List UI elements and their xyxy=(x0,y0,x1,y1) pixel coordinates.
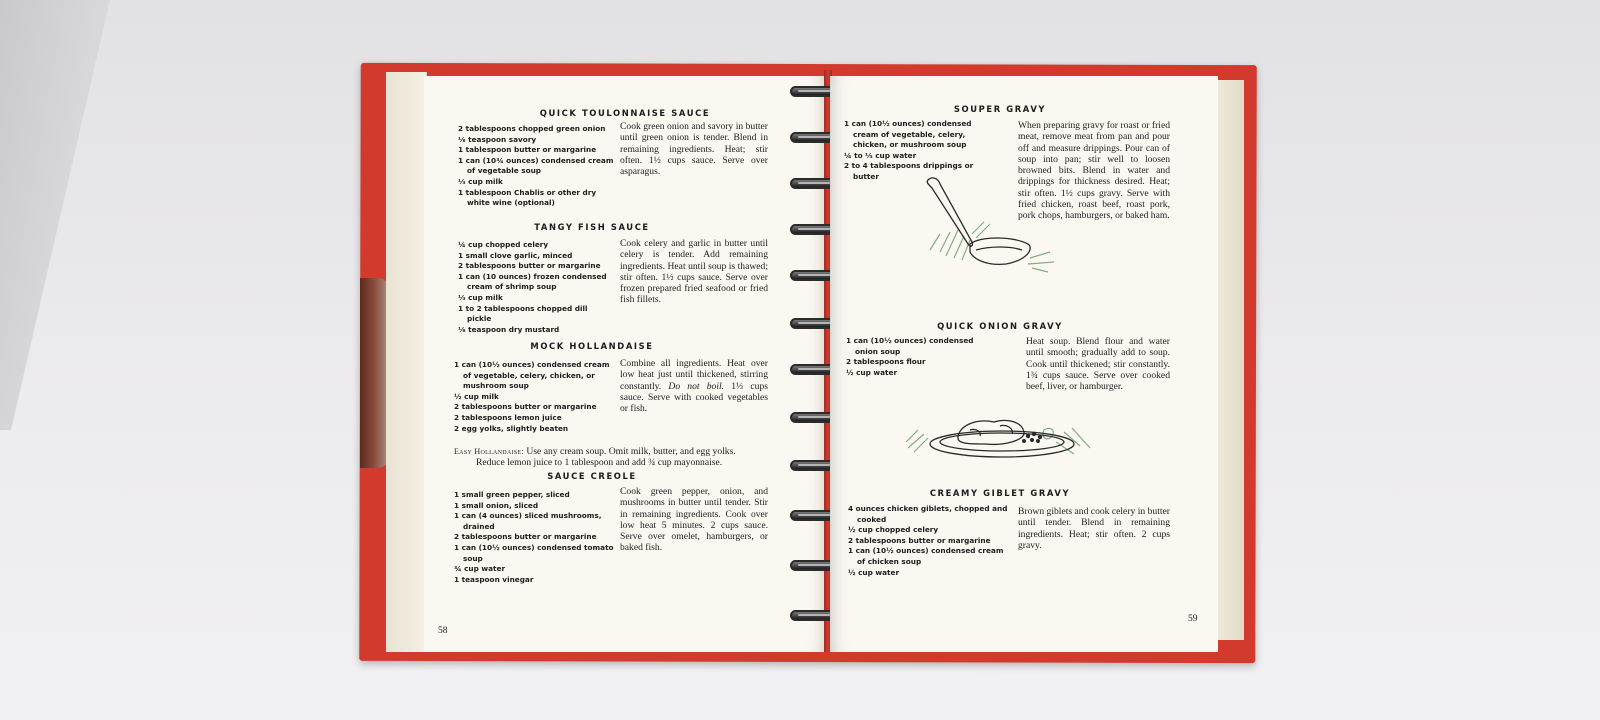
left-page xyxy=(424,76,826,652)
ingredient: 1 small clove garlic, minced xyxy=(458,250,573,260)
ingredient: 1 can (10¾ ounces) condensed cream of vegetable soup xyxy=(458,155,614,176)
method-text: Combine all ingredients. Heat over low heat just until thickened, stirring constantly. xyxy=(620,358,768,392)
ingredient: 2 tablespoons chopped green onion xyxy=(458,124,606,133)
ingredient-list xyxy=(454,490,614,585)
ingredient: 2 tablespoons lemon juice xyxy=(454,412,562,422)
recipe-title: TANGY FISH SAUCE xyxy=(534,222,650,232)
ingredient-list xyxy=(458,124,614,209)
ingredient: ½ cup milk xyxy=(454,391,499,401)
recipe-method: Cook celery and garlic in butter until celery is tender. Add remaining ingredients. Heat until soup is thawed; stir often. 1½ cups sauce. Serve over frozen prepared fried seafood or fried fish fillets. xyxy=(620,238,768,306)
recipe-title: SAUCE CREOLE xyxy=(547,471,637,481)
ingredient: ½ cup water xyxy=(848,567,900,577)
ingredient: 1 to 2 tablespoons chopped dill pickle xyxy=(458,303,588,324)
recipe-title: CREAMY GIBLET GRAVY xyxy=(929,488,1071,498)
recipe-method: Cook green onion and savory in butter until green onion is tender. Blend in remaining ingredients. Heat; stir often. 1½ cups sauce. Serve over asparagus. xyxy=(620,121,768,178)
meat-platter-illustration xyxy=(904,408,1100,466)
recipe-method: Cook green pepper, onion, and mushrooms in butter until tender. Stir in remaining ingredients. Cook over low heat 5 minutes. 2 cups sauce. Serve over omelet, hamburgers, or baked fish. xyxy=(620,486,768,554)
recipe-variation-note-line2: Reduce lemon juice to 1 tablespoon and add ¾ cup mayonnaise. xyxy=(476,457,723,468)
recipe-title: QUICK ONION GRAVY xyxy=(937,321,1063,331)
left-page-stack xyxy=(386,72,427,652)
recipe-title: SOUPER GRAVY xyxy=(953,104,1047,114)
ingredient-list xyxy=(454,360,614,434)
method-text: 1⅓ cups sauce. Serve with cooked vegetables or fish. xyxy=(620,380,768,415)
ingredient: 2 tablespoons butter or margarine xyxy=(458,261,601,271)
ingredient: 1 can (4 ounces) sliced mushrooms, drained xyxy=(454,511,602,531)
ingredient: 2 tablespoons butter or margarine xyxy=(848,535,991,545)
note-text: Use any cream soup. Omit milk, butter, and egg yolks. xyxy=(524,446,736,457)
ingredient: ¼ cup chopped celery xyxy=(458,240,549,249)
ingredient: 2 tablespoons flour xyxy=(846,357,926,367)
recipe-title: QUICK TOULONNAISE SAUCE xyxy=(539,108,711,118)
page-number: 59 xyxy=(1188,614,1198,624)
ladle-illustration xyxy=(910,172,1060,282)
ingredient: 1 can (10½ ounces) condensed cream of chicken soup xyxy=(848,546,1004,566)
ingredient: 2 tablespoons butter or margarine xyxy=(454,402,597,412)
ingredient: 4 ounces chicken giblets, chopped and cooked xyxy=(848,504,1008,524)
note-label: Easy Hollandaise: xyxy=(454,447,524,456)
recipe-title: MOCK HOLLANDAISE xyxy=(530,341,654,351)
method-emphasis: Do not boil. xyxy=(668,380,725,392)
ingredient: 1 tablespoon butter or margarine xyxy=(458,145,597,155)
background-shadow xyxy=(0,0,110,430)
ingredient: ½ cup chopped celery xyxy=(848,525,939,535)
ingredient: ⅓ cup milk xyxy=(458,176,503,186)
ingredient-list xyxy=(848,504,1008,578)
ingredient: 2 egg yolks, slightly beaten xyxy=(454,423,569,433)
ingredient: ½ cup water xyxy=(846,367,898,377)
ingredient: 1 can (10 ounces) frozen condensed cream of shrimp soup xyxy=(458,271,607,292)
recipe-method xyxy=(620,358,768,414)
ingredient-list xyxy=(846,336,996,378)
ingredient: ⅛ teaspoon savory xyxy=(458,134,537,144)
ingredient: ¾ cup water xyxy=(454,564,506,574)
ingredient: 1 teaspoon vinegar xyxy=(454,574,534,584)
ingredient: 1 tablespoon Chablis or other dry white wine (optional) xyxy=(458,187,597,208)
ingredient: 1 small onion, sliced xyxy=(454,500,539,510)
right-page-stack xyxy=(1216,80,1244,640)
recipe-method: Heat soup. Blend flour and water until smooth; gradually add to soup. Cook until thickened; stir constantly. 1¾ cups sauce. Serve over cooked beef, liver, or hamburger. xyxy=(1026,336,1170,393)
ingredient: 2 to 4 tablespoons drippings or butter xyxy=(844,161,974,181)
ingredient: ¼ to ⅓ cup water xyxy=(844,150,917,160)
ingredient: 1 can (10½ ounces) condensed tomato soup xyxy=(454,542,614,563)
ingredient: 1 can (10½ ounces) condensed cream of vegetable, celery, chicken, or mushroom soup xyxy=(844,119,972,150)
ingredient: 1 can (10½ ounces) condensed onion soup xyxy=(846,336,974,356)
ingredient-list xyxy=(458,240,614,335)
recipe-method: Brown giblets and cook celery in butter until tender. Blend in remaining ingredients. Heat; stir often. 2 cups gravy. xyxy=(1018,506,1170,551)
right-page xyxy=(830,76,1218,652)
page-number: 58 xyxy=(438,626,448,636)
ingredient: ⅓ cup milk xyxy=(458,292,503,302)
ingredient: 1 small green pepper, sliced xyxy=(454,490,570,499)
ingredient: 1 can (10½ ounces) condensed cream of vegetable, celery, chicken, or mushroom soup xyxy=(454,360,610,391)
recipe-variation-note xyxy=(454,446,794,458)
ingredient: ⅛ teaspoon dry mustard xyxy=(458,324,560,334)
ingredient: 2 tablespoons butter or margarine xyxy=(454,532,597,542)
recipe-method: When preparing gravy for roast or fried meat, remove meat from pan and pour off and measure drippings. Pour can of soup into pan; stir well to loosen browned bits. Blend in water and drippings for thickness desired. Heat; stir often. 1½ cups gravy. Serve with fried chicken, roast beef, roast pork, pork chops, hamburgers, or baked ham. xyxy=(1018,120,1170,222)
